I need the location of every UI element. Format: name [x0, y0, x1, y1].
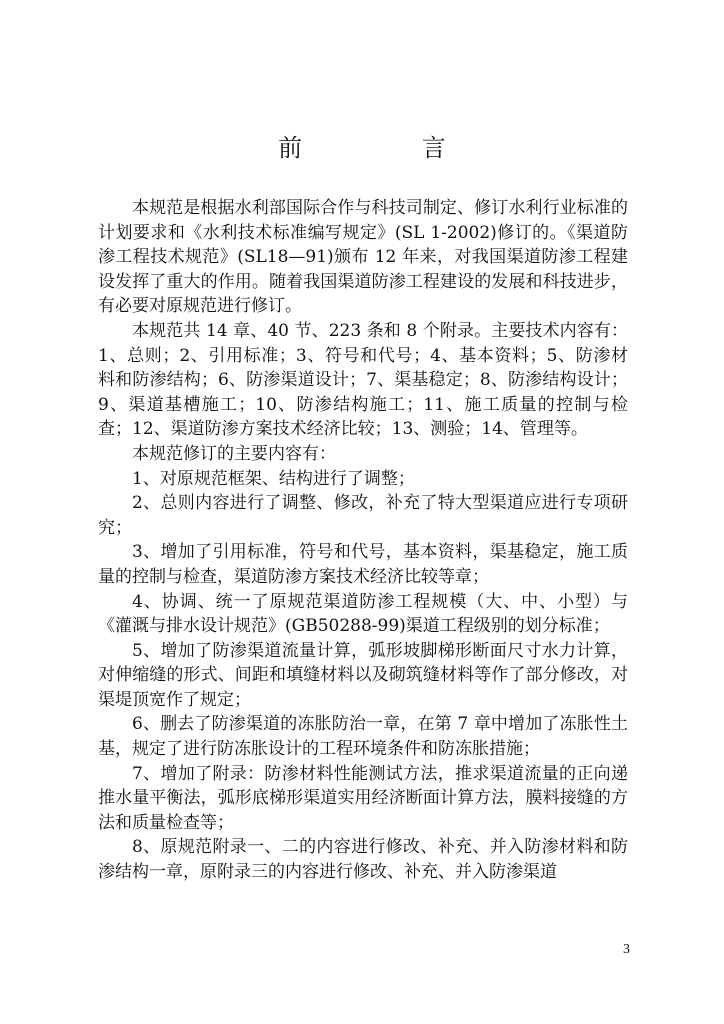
body-text — [98, 196, 628, 885]
list-item: 7、增加了附录：防渗材料性能测试方法，推求渠道流量的正向递推水量平衡法，弧形底梯形渠道实用经济断面计算方法，膜料接缝的方法和质量检查等； — [98, 763, 628, 833]
paragraph: 本规范是根据水利部国际合作与科技司制定、修订水利行业标准的计划要求和《水利技术标准编写规定》(SL 1-2002)修订的。《渠道防渗工程技术规范》(SL18—91)颁布 12 年来，对我国渠道防渗工程建设发挥了重大的作用。随着我国渠道防渗工程建设的发展和科技进步，有必要对原规范进行修订。 — [98, 198, 628, 317]
list-item: 1、对原规范框架、结构进行了调整； — [132, 468, 415, 489]
page-number: 3 — [623, 942, 630, 957]
list-item: 5、增加了防渗渠道流量计算，弧形坡脚梯形断面尺寸水力计算，对伸缩缝的形式、间距和填缝材料以及砌筑缝材料等作了部分修改，对渠堤顶宽作了规定； — [98, 640, 628, 710]
list-item: 2、总则内容进行了调整、修改，补充了特大型渠道应进行专项研究； — [98, 493, 628, 538]
page-title: 前 言 — [278, 134, 502, 162]
list-item: 4、协调、统一了原规范渠道防渗工程规模（大、中、小型）与《灌溉与排水设计规范》(GB50288-99)渠道工程级别的划分标准； — [98, 591, 628, 637]
list-item: 6、删去了防渗渠道的冻胀防治一章，在第 7 章中增加了冻胀性土基，规定了进行防冻胀设计的工程环境条件和防冻胀措施； — [98, 714, 628, 760]
paragraph: 本规范修订的主要内容有： — [132, 443, 336, 464]
paragraph: 本规范共 14 章、40 节、223 条和 8 个附录。主要技术内容有：1、总则；2、引用标准；3、符号和代号；4、基本资料；5、防渗材料和防渗结构；6、防渗渠道设计；7、渠基稳定；8、防渗结构设计；9、渠道基槽施工；10、防渗结构施工；11、施工质量的控制与检查；12、渠道防渗方案技术经济比较；13、测验；14、管理等。 — [98, 320, 628, 440]
list-item: 3、增加了引用标准，符号和代号，基本资料，渠基稳定，施工质量的控制与检查，渠道防渗方案技术经济比较等章； — [98, 542, 628, 587]
list-item: 8、原规范附录一、二的内容进行修改、补充、并入防渗材料和防渗结构一章，原附录三的内容进行修改、补充、并入防渗渠道 — [98, 837, 628, 883]
